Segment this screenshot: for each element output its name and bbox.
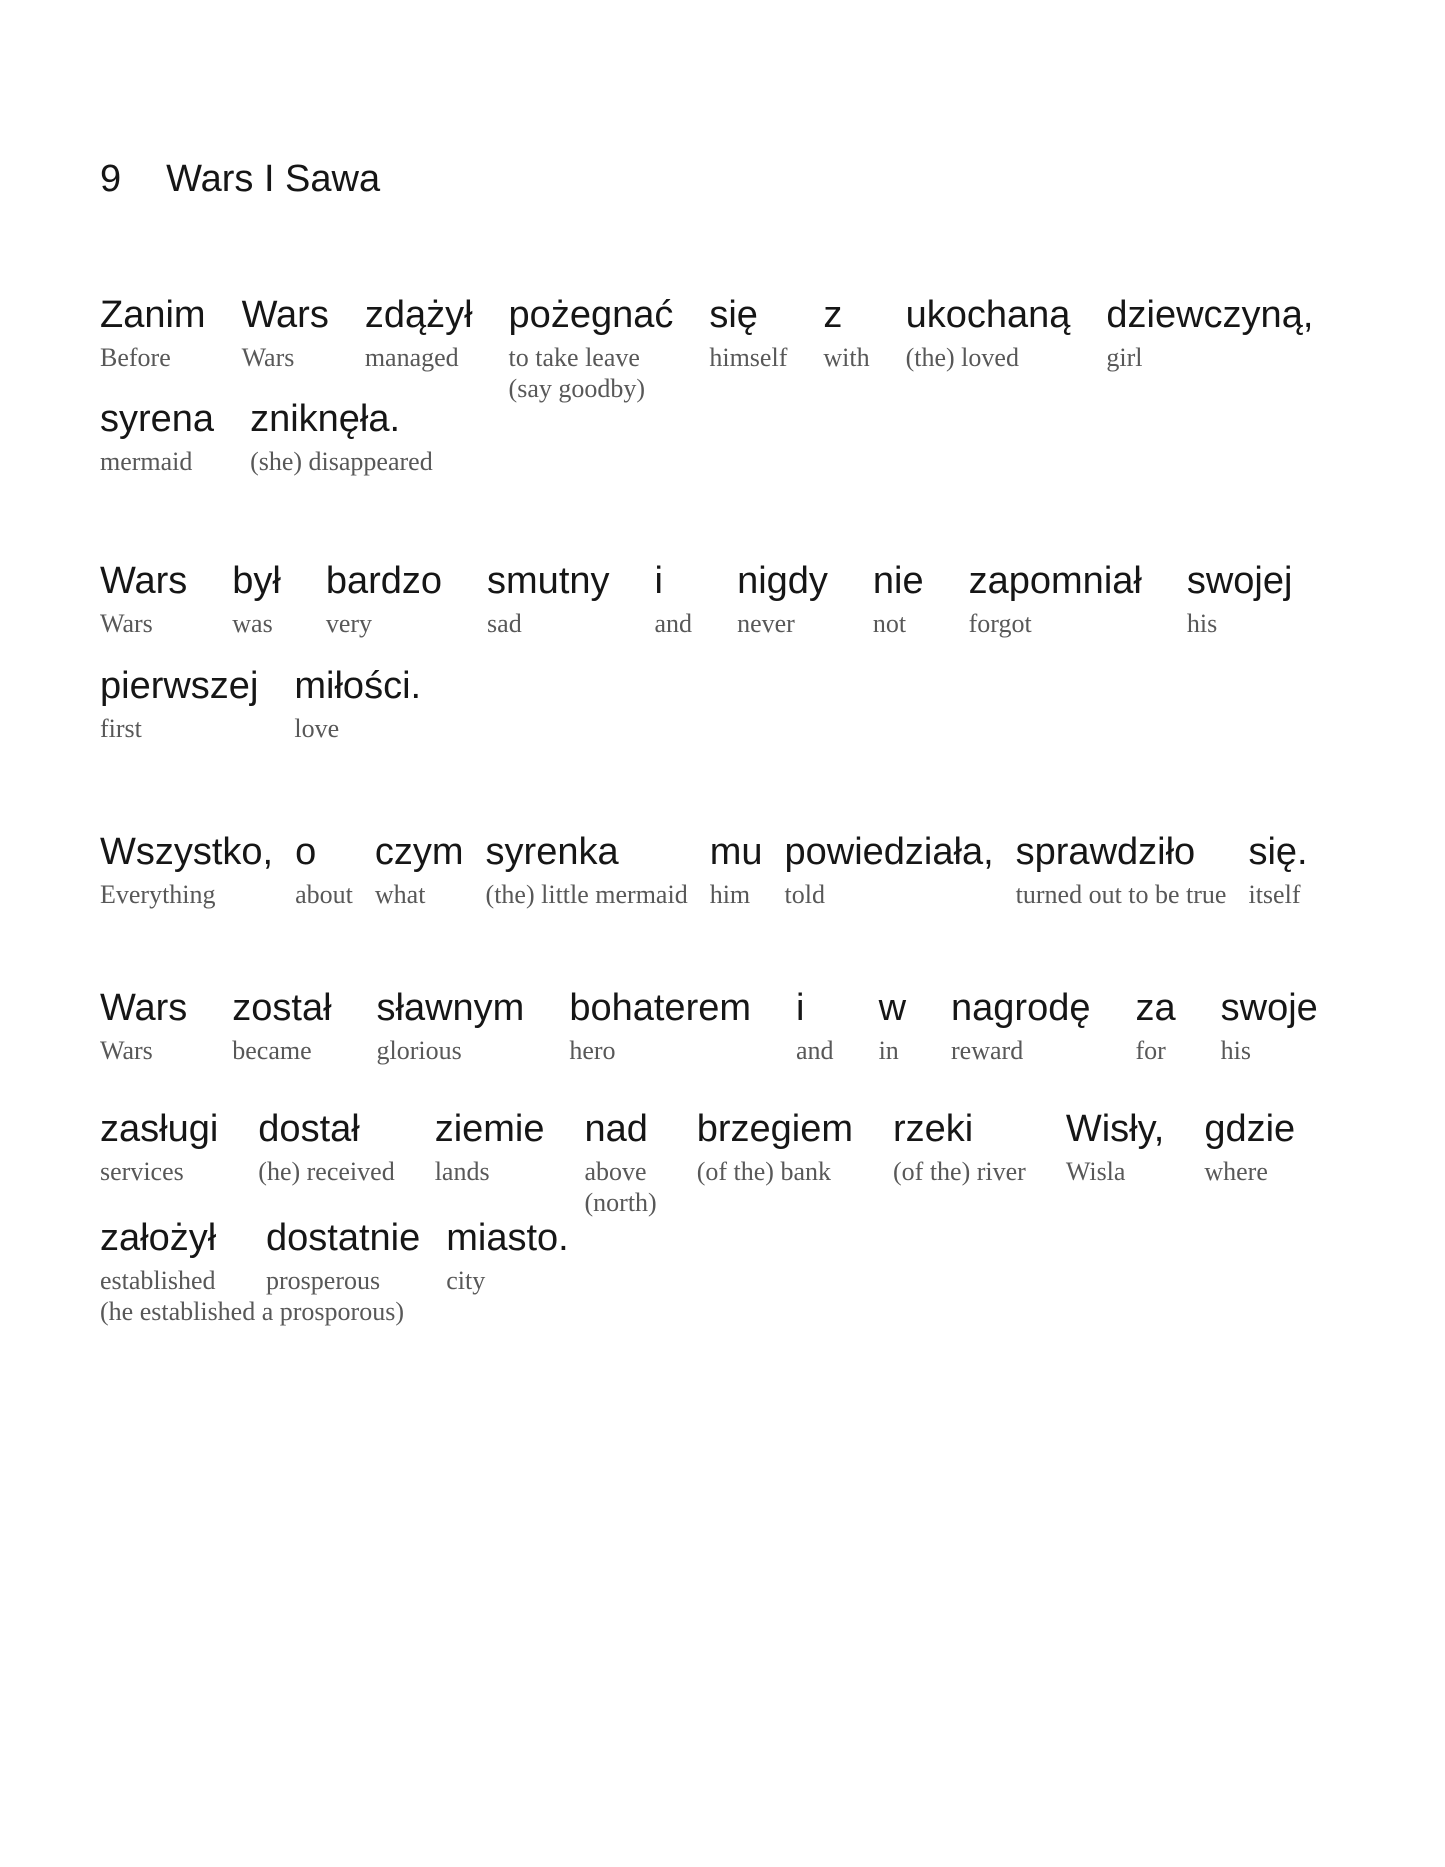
word-pair	[1187, 558, 1293, 639]
word-pair	[100, 1106, 218, 1187]
polish-word: sprawdziło	[1015, 831, 1196, 873]
english-gloss: his	[1220, 1036, 1251, 1065]
english-gloss: Wars	[241, 343, 295, 372]
sentence-line	[100, 292, 1313, 404]
word-pair	[709, 292, 787, 373]
word-pair	[100, 663, 258, 744]
sentence-line	[100, 396, 433, 477]
english-gloss: (the) little mermaid	[485, 880, 688, 909]
polish-word: swoje	[1220, 987, 1318, 1029]
word-pair	[100, 985, 187, 1066]
chapter-title: Wars I Sawa	[166, 158, 381, 200]
english-gloss: very	[325, 609, 373, 638]
polish-word: smutny	[487, 560, 610, 602]
word-pair	[100, 396, 214, 477]
word-pair	[232, 985, 331, 1066]
polish-word: syrena	[100, 398, 215, 440]
english-gloss: himself	[709, 343, 788, 372]
english-gloss: mermaid	[100, 447, 193, 476]
polish-word: ziemie	[434, 1108, 545, 1150]
polish-word: powiedziała,	[784, 831, 994, 873]
sentence-line	[100, 558, 1292, 639]
english-gloss: (he) received	[258, 1157, 395, 1186]
word-pair	[585, 1106, 657, 1218]
polish-word: Wars	[241, 294, 329, 336]
word-pair	[969, 558, 1142, 639]
english-gloss: in	[878, 1036, 899, 1065]
word-pair	[294, 663, 421, 744]
english-gloss: (she) disappeared	[250, 447, 433, 476]
english-gloss: itself	[1248, 880, 1301, 909]
word-pair	[100, 292, 206, 373]
english-gloss: never	[737, 609, 795, 638]
polish-word: sławnym	[376, 987, 525, 1029]
english-gloss: where	[1204, 1157, 1268, 1186]
polish-word: Wars	[100, 987, 188, 1029]
sentence-line	[100, 1215, 569, 1327]
polish-word: i	[796, 987, 805, 1029]
polish-word: dziewczyną,	[1106, 294, 1314, 336]
polish-word: zniknęła.	[250, 398, 401, 440]
english-gloss: Wars	[100, 609, 153, 638]
polish-word: pierwszej	[100, 665, 259, 707]
polish-word: brzegiem	[696, 1108, 854, 1150]
english-gloss: what	[374, 880, 426, 909]
word-pair	[242, 292, 329, 373]
word-pair	[1204, 1106, 1295, 1187]
english-gloss: not	[872, 609, 907, 638]
word-pair	[487, 558, 609, 639]
english-gloss: Wisla	[1065, 1157, 1126, 1186]
english-gloss: reward	[951, 1036, 1024, 1065]
english-gloss: established	[100, 1266, 216, 1295]
polish-word: został	[232, 987, 332, 1029]
polish-word: za	[1135, 987, 1176, 1029]
sentence-line	[100, 985, 1318, 1066]
word-pair	[295, 829, 353, 910]
english-gloss: managed	[364, 343, 459, 372]
english-gloss: (of the) river	[893, 1157, 1026, 1186]
polish-word: nad	[584, 1108, 648, 1150]
polish-word: nie	[872, 560, 924, 602]
polish-word: czym	[374, 831, 464, 873]
word-pair	[486, 829, 688, 910]
polish-word: Wisły,	[1065, 1108, 1165, 1150]
sentence-line	[100, 663, 421, 744]
polish-word: dostał	[258, 1108, 360, 1150]
polish-word: z	[823, 294, 843, 336]
polish-word: syrenka	[485, 831, 619, 873]
word-pair	[893, 1106, 1026, 1187]
english-gloss: Wars	[100, 1036, 153, 1065]
word-pair	[879, 985, 906, 1066]
english-gloss: sad	[487, 609, 522, 638]
english-gloss: services	[100, 1157, 184, 1186]
polish-word: bardzo	[325, 560, 443, 602]
polish-word: w	[878, 987, 907, 1029]
english-gloss: told	[784, 880, 825, 909]
polish-word: nagrodę	[951, 987, 1091, 1029]
english-gloss: forgot	[968, 609, 1032, 638]
english-gloss: Before	[100, 343, 171, 372]
polish-word: mu	[709, 831, 763, 873]
polish-word: Zanim	[100, 294, 206, 336]
english-gloss: (of the) bank	[696, 1157, 831, 1186]
english-gloss: to take leave	[508, 343, 640, 372]
english-gloss: above	[584, 1157, 647, 1186]
word-pair	[250, 396, 433, 477]
polish-word: i	[654, 560, 663, 602]
word-pair	[100, 558, 187, 639]
english-gloss: him	[709, 880, 751, 909]
word-pair	[655, 558, 693, 639]
english-gloss: city	[446, 1266, 486, 1295]
word-pair	[697, 1106, 853, 1187]
polish-word: Wszystko,	[100, 831, 274, 873]
word-pair	[873, 558, 924, 639]
word-pair	[1106, 292, 1313, 373]
english-gloss: first	[100, 714, 142, 743]
word-pair	[823, 292, 869, 373]
word-pair	[100, 829, 273, 910]
word-pair	[258, 1106, 394, 1187]
english-gloss: (north)	[584, 1188, 657, 1217]
polish-word: ukochaną	[905, 294, 1071, 336]
polish-word: zasługi	[100, 1108, 219, 1150]
word-pair	[365, 292, 473, 373]
polish-word: się	[709, 294, 758, 336]
word-pair	[266, 1215, 420, 1296]
word-pair	[1248, 829, 1307, 910]
word-pair	[785, 829, 994, 910]
chapter-number: 9	[100, 158, 122, 200]
word-pair	[906, 292, 1071, 373]
polish-word: Wars	[100, 560, 188, 602]
word-pair	[435, 1106, 545, 1187]
sentence-line	[100, 829, 1308, 910]
polish-word: się.	[1248, 831, 1308, 873]
polish-word: gdzie	[1204, 1108, 1296, 1150]
word-pair	[569, 985, 751, 1066]
word-pair	[737, 558, 828, 639]
english-gloss: became	[232, 1036, 312, 1065]
english-gloss: (he established a prosporous)	[100, 1297, 404, 1326]
word-pair	[375, 829, 464, 910]
english-gloss: was	[232, 609, 273, 638]
sentence-line	[100, 1106, 1295, 1218]
word-pair	[710, 829, 763, 910]
english-gloss: prosperous	[266, 1266, 381, 1295]
polish-word: zdążył	[364, 294, 473, 336]
word-pair	[509, 292, 674, 404]
english-gloss: turned out to be true	[1015, 880, 1227, 909]
polish-word: miłości.	[294, 665, 422, 707]
word-pair	[1221, 985, 1318, 1066]
word-pair	[377, 985, 525, 1066]
english-gloss: (say goodby)	[508, 374, 646, 403]
polish-word: dostatnie	[266, 1217, 421, 1259]
english-gloss: glorious	[376, 1036, 462, 1065]
word-pair	[1016, 829, 1227, 910]
polish-word: był	[232, 560, 281, 602]
english-gloss: with	[823, 343, 870, 372]
word-pair	[1066, 1106, 1165, 1187]
english-gloss: his	[1186, 609, 1218, 638]
polish-word: nigdy	[737, 560, 828, 602]
polish-word: o	[295, 831, 317, 873]
polish-word: założył	[100, 1217, 217, 1259]
word-pair	[1135, 985, 1175, 1066]
english-gloss: hero	[569, 1036, 616, 1065]
polish-word: rzeki	[893, 1108, 974, 1150]
polish-word: zapomniał	[968, 560, 1142, 602]
word-pair	[796, 985, 834, 1066]
english-gloss: and	[796, 1036, 834, 1065]
polish-word: swojej	[1186, 560, 1293, 602]
word-pair	[951, 985, 1090, 1066]
english-gloss: and	[654, 609, 693, 638]
english-gloss: Everything	[100, 880, 216, 909]
word-pair	[326, 558, 442, 639]
english-gloss: girl	[1106, 343, 1143, 372]
polish-word: bohaterem	[569, 987, 752, 1029]
word-pair	[232, 558, 281, 639]
english-gloss: lands	[434, 1157, 490, 1186]
polish-word: miasto.	[446, 1217, 569, 1259]
english-gloss: (the) loved	[905, 343, 1019, 372]
chapter-heading	[100, 156, 380, 202]
polish-word: pożegnać	[508, 294, 674, 336]
english-gloss: for	[1135, 1036, 1166, 1065]
word-pair	[446, 1215, 568, 1296]
english-gloss: about	[295, 880, 353, 909]
english-gloss: love	[294, 714, 340, 743]
